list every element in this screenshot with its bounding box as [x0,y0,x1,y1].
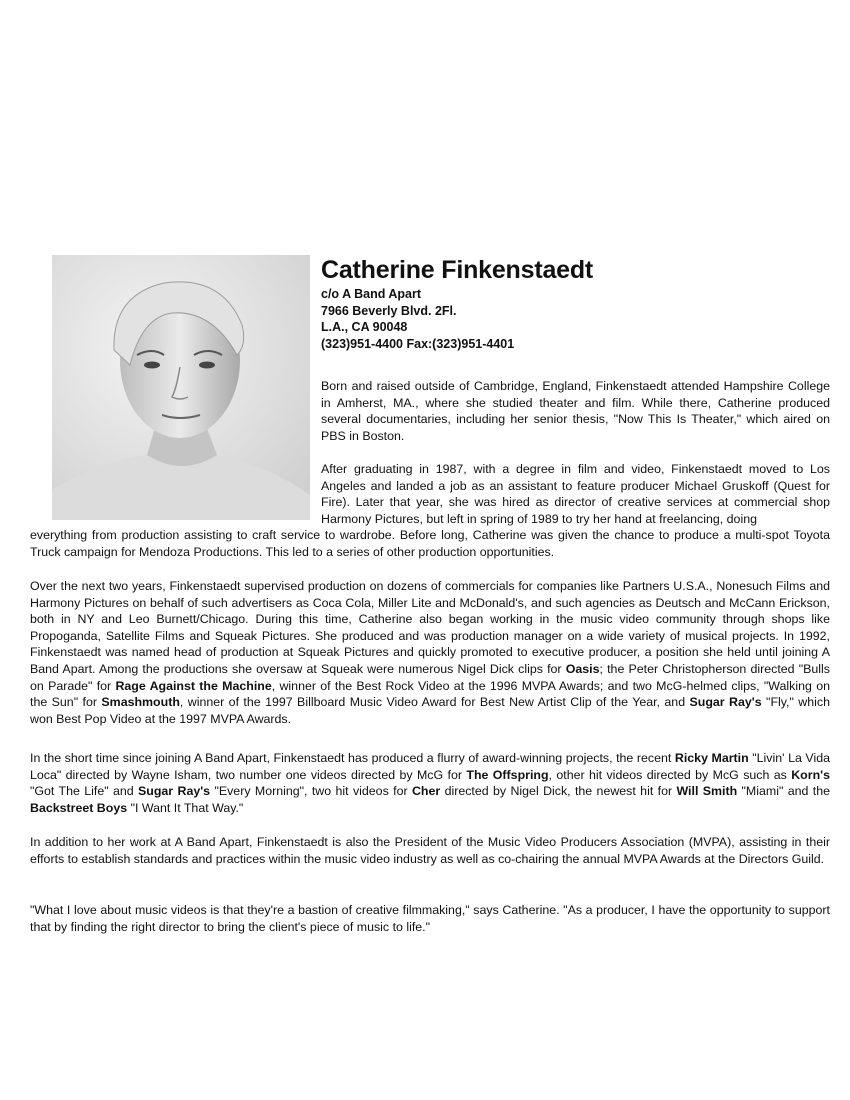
bio-paragraph-2-upper: After graduating in 1987, with a degree in film and video, Finkenstaedt moved to Los Angeles and landed a job as an assistant to feature producer Michael Gruskoff (Quest for Fire). Later that year, she was hired as director of creative services at commercial shop Harmony Pictures, but left in spring of 1989 to try her hand at freelancing, doing [321,462,830,526]
text-run: directed by Nigel Dick, the newest hit for [440,784,677,799]
bio-paragraph-5: In addition to her work at A Band Apart, Finkenstaedt is also the President of the Music Video Producers Association (MVPA), assisting in their efforts to establish standards and practices within the music video industry as well as co-chairing the annual MVPA Awards at the Directors Guild. [30,835,830,866]
text-run: "Every Morning", two hit videos for [210,784,412,799]
bold-name: Korn's [791,767,830,782]
address-line-3: L.A., CA 90048 [321,320,408,334]
bold-name: The Offspring [466,767,549,782]
bold-name: Rage Against the Machine [115,678,272,693]
bold-name: Will Smith [676,784,738,799]
text-run: "Livin' La Vida Loca" directed by Wayne Isham, two number one videos directed by McG for [30,751,830,782]
bold-name: Backstreet Boys [30,800,128,815]
bold-name: Ricky Martin [674,751,749,765]
contact-header [321,254,831,352]
phone-fax-line: (323)951-4400 Fax:(323)951-4401 [321,336,515,351]
bold-name: Sugar Ray's [689,695,762,710]
bio-paragraph-2-lower: everything from production assisting to craft service to wardrobe. Before long, Catherine was given the chance to produce a multi-spot Toyota Truck campaign for Mendoza Productions. This led to a series of other production opportunities. [30,528,830,559]
address-line-2: 7966 Beverly Blvd. 2Fl. [321,303,457,318]
portrait-photo [52,255,310,520]
text-run: In the short time since joining A Band Apart, Finkenstaedt has produced a flurry of award-winning projects, the recent [30,751,675,765]
bold-name: Smashmouth [101,695,180,710]
bio-paragraph-4 [30,750,830,816]
bio-quote-paragraph: "What I love about music videos is that they're a bastion of creative filmmaking," says Catherine. "As a producer, I have the opportunity to support that by finding the right director to bring the client's piece of music to life." [30,903,830,934]
bold-name: Sugar Ray's [138,784,211,799]
address-line-1: c/o A Band Apart [321,287,422,301]
text-run: , winner of the Best Rock Video at the 1996 MVPA Awards; and two McG-helmed clips, "Walking on the Sun" for [30,678,830,710]
text-run: ; the Peter Christopherson directed "Bulls on Parade" for [30,661,830,693]
bold-name: Cher [411,784,441,799]
text-run: "Fly," which won Best Pop Video at the 1997 MVPA Awards. [30,695,830,726]
bold-name: Oasis [565,661,600,676]
text-run: "I Want It That Way." [127,800,244,815]
bio-paragraph-1: Born and raised outside of Cambridge, England, Finkenstaedt attended Hampshire College in Amherst, MA., where she studied theater and film. While there, Catherine produced several documentaries, including her senior thesis, "Now This Is Theater," which aired on PBS in Boston. [321,379,830,443]
text-run: , other hit videos directed by McG such as [548,767,792,782]
person-name: Catherine Finkenstaedt [321,256,594,284]
text-run: , winner of the 1997 Billboard Music Video Award for Best New Artist Clip of the Year, and [179,695,690,710]
text-run: "Got The Life" and [30,784,139,799]
text-run: "Miami" and the [737,784,831,799]
bio-paragraph-3 [30,578,830,727]
text-run: Over the next two years, Finkenstaedt supervised production on dozens of commercials for companies like Partners U.S.A., Nonesuch Films and Harmony Pictures on behalf of such advertisers as Coca Cola, Miller Lite and McDonald's, and such agencies as Deutsch and McCann Erickson, both in NY and Leo Burnett/Chicago. During this time, Catherine also began working in the music video community through shops like Propoganda, Satellite Films and Squeak Pictures. She produced and was production manager on a wide variety of musical projects. In 1992, Finkenstaedt was named head of production at Squeak Pictures and quickly promoted to executive producer, a position she held until joining A Band Apart. Among the productions she oversaw at Squeak were numerous Nigel Dick clips for [30,579,830,676]
